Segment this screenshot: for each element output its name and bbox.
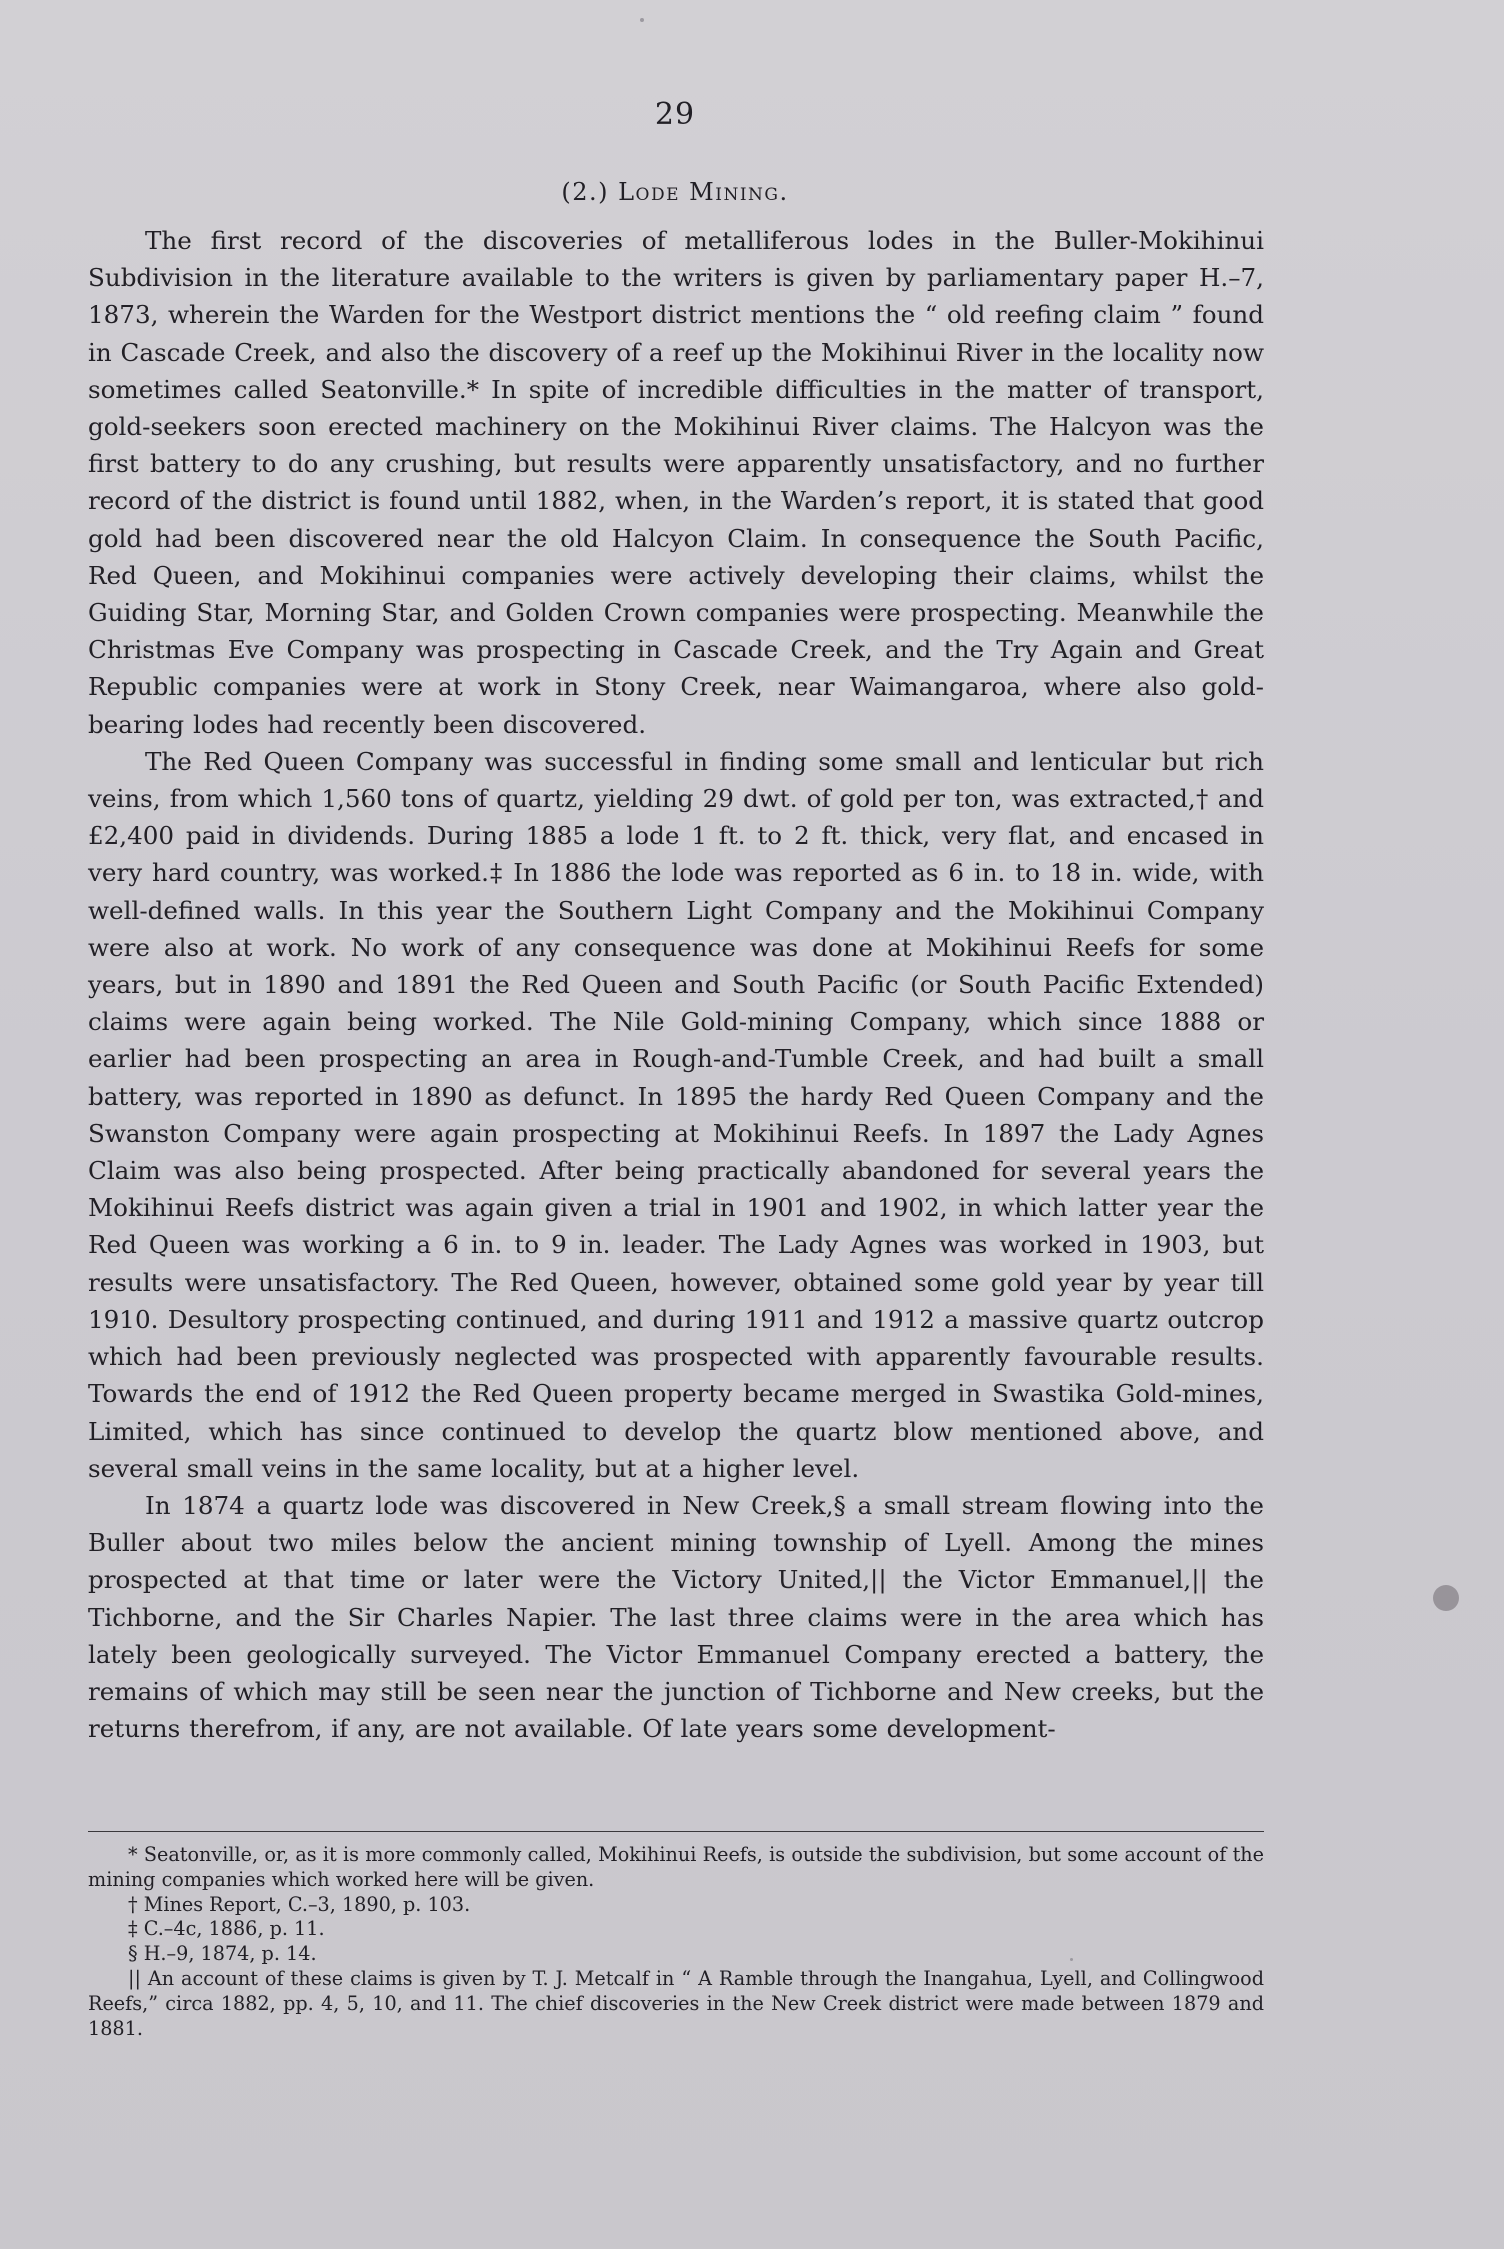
page-number: 29 [654, 97, 696, 132]
paragraph: The first record of the discoveries of metalliferous lodes in the Buller-Mokihinui Subdivision in the literature available to the writers is given by parliamentary paper H.–7, 1873, wherein the Warden for the Westport district mentions the “ old reefing claim ” found in Cascade Creek, and also the discovery of a reef up the Mokihinui River in the locality now sometimes called Seatonville.* In spite of incredible difficulties in the matter of transport, gold-seekers soon erected machinery on the Mokihinui River claims. The Halcyon was the first battery to do any crushing, but results were apparently unsatisfactory, and no further record of the district is found until 1882, when, in the Warden’s report, it is stated that good gold had been discovered near the old Halcyon Claim. In consequence the South Pacific, Red Queen, and Mokihinui companies were actively developing their claims, whilst the Guiding Star, Morning Star, and Golden Crown companies were prospecting. Meanwhile the Christmas Eve Company was prospecting in Cascade Creek, and the Try Again and Great Republic companies were at work in Stony Creek, near Waimangaroa, where also gold-bearing lodes had recently been discovered. [88, 226, 1264, 739]
ink-smudge [1433, 1585, 1459, 1611]
paragraph: In 1874 a quartz lode was discovered in New Creek,§ a small stream flowing into the Buller about two miles below the ancient mining township of Lyell. Among the mines prospected at that time or later were the Victory United,|| the Victor Emmanuel,|| the Tichborne, and the Sir Charles Napier. The last three claims were in the area which has lately been geologically surveyed. The Victor Emmanuel Company erected a battery, the remains of which may still be seen near the junction of Tichborne and New creeks, but the returns therefrom, if any, are not available. Of late years some development- [88, 1490, 1264, 1744]
footnote: || An account of these claims is given by T. J. Metcalf in “ A Ramble through the Inangahua, Lyell, and Collingwood Reefs,” circa 1882, pp. 4, 5, 10, and 11. The chief discoveries in the New Creek district were made between 1879 and 1881. [88, 1966, 1264, 2040]
paragraph: The Red Queen Company was successful in finding some small and lenticular but rich veins, from which 1,560 tons of quartz, yielding 29 dwt. of gold per ton, was extracted,† and £2,400 paid in dividends. During 1885 a lode 1 ft. to 2 ft. thick, very flat, and encased in very hard country, was worked.‡ In 1886 the lode was reported as 6 in. to 18 in. wide, with well-defined walls. In this year the Southern Light Company and the Mokihinui Company were also at work. No work of any consequence was done at Mokihinui Reefs for some years, but in 1890 and 1891 the Red Queen and South Pacific (or South Pacific Extended) claims were again being worked. The Nile Gold-mining Company, which since 1888 or earlier had been prospecting an area in Rough-and-Tumble Creek, and had built a small battery, was reported in 1890 as defunct. In 1895 the hardy Red Queen Company and the Swanston Company were again prospecting at Mokihinui Reefs. In 1897 the Lady Agnes Claim was also being prospected. After being practically abandoned for several years the Mokihinui Reefs district was again given a trial in 1901 and 1902, in which latter year the Red Queen was working a 6 in. to 9 in. leader. The Lady Agnes was worked in 1903, but results were unsatisfactory. The Red Queen, however, obtained some gold year by year till 1910. Desultory prospecting continued, and during 1911 and 1912 a massive quartz outcrop which had been previously neglected was prospected with apparently favourable results. Towards the end of 1912 the Red Queen property became merged in Swastika Gold-mines, Limited, which has since continued to develop the quartz blow mentioned above, and several small veins in the same locality, but at a higher level. [88, 746, 1264, 1483]
paper-speck [640, 18, 644, 22]
section-heading: (2.) Lode Mining. [561, 178, 789, 206]
footnote: † Mines Report, C.–3, 1890, p. 103. [128, 1892, 471, 1916]
footnote: ‡ C.–4c, 1886, p. 11. [128, 1917, 325, 1941]
footnote: § H.–9, 1874, p. 14. [128, 1942, 317, 1966]
footnote-divider [88, 1831, 1264, 1832]
paper-speck [1070, 1958, 1073, 1961]
body-text [88, 222, 1264, 1747]
footnote: * Seatonville, or, as it is more commonly called, Mokihinui Reefs, is outside the subdivision, but some account of the mining companies which worked here will be given. [88, 1843, 1264, 1891]
footnotes [88, 1843, 1264, 2041]
